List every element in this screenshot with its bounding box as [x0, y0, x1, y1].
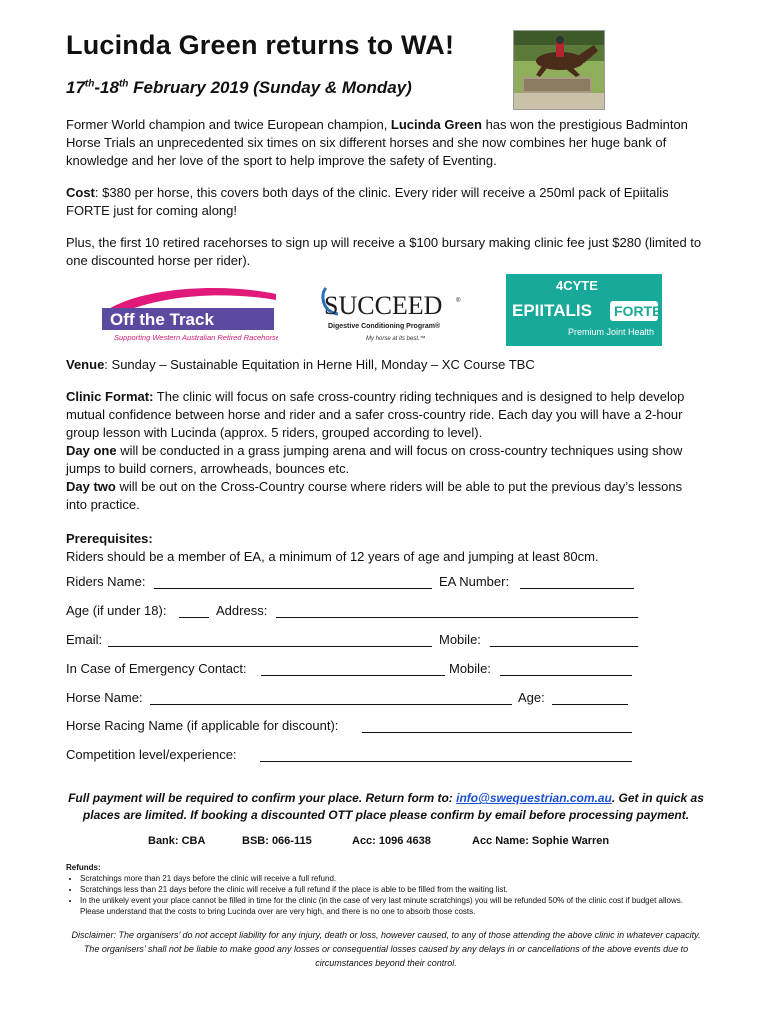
prerequisites-paragraph	[66, 530, 706, 566]
horse-name-label: Horse Name:	[66, 690, 143, 705]
event-dates	[66, 78, 412, 98]
horse-jumping-photo	[513, 30, 605, 110]
venue-label: Venue	[66, 357, 105, 372]
venue-text: : Sunday – Sustainable Equitation in Herne Hill, Monday – XC Course TBC	[104, 357, 535, 372]
email-field[interactable]	[108, 632, 432, 647]
racing-name-label: Horse Racing Name (if applicable for discount):	[66, 718, 339, 733]
form-row-email	[66, 632, 706, 652]
racing-name-field[interactable]	[362, 718, 632, 733]
mobile-field[interactable]	[490, 632, 638, 647]
refund-item: • In the unlikely event your place cannot be filled in time for the clinic (in the case of very last minute scratchings) you will be refunded 50% of the clinic cost if budget allows. Please understand that the costs to bring Lucinda over are very high, and there is no one to absorb those costs.	[80, 895, 706, 917]
cost-text: : $380 per horse, this covers both days of the clinic. Every rider will receive a 250ml pack of Epiitalis FORTE just for coming along!	[66, 185, 669, 218]
date-start: 17	[66, 78, 85, 97]
succeed-reg: ®	[456, 298, 461, 304]
riders-name-label: Riders Name:	[66, 574, 146, 589]
payment-text: Full payment will be required to confirm your place. Return form to:	[68, 791, 457, 805]
emergency-contact-field[interactable]	[261, 661, 445, 676]
succeed-logo	[318, 280, 468, 346]
day-two-text: will be out on the Cross-Country course where riders will be able to put the previous day’s lessons into practice.	[66, 479, 683, 512]
prereq-label: Prerequisites:	[66, 531, 153, 546]
bank-account-number: Acc: 1096 4638	[352, 835, 431, 847]
cost-paragraph	[66, 184, 706, 220]
prereq-text: Riders should be a member of EA, a minimum of 12 years of age and jumping at least 80cm.	[66, 549, 599, 564]
refunds-label: Refunds:	[66, 863, 101, 872]
cyte-tag: Premium Joint Health	[568, 327, 655, 337]
bursary-paragraph: Plus, the first 10 retired racehorses to sign up will receive a $100 bursary making clinic fee just $280 (limited to one discounted horse per rider).	[66, 235, 702, 268]
horse-age-label: Age:	[518, 690, 545, 705]
intro-text: Former World champion and twice European champion,	[66, 117, 391, 132]
form-row-age	[66, 603, 706, 623]
date-suffix: th	[84, 78, 95, 90]
clinic-format-paragraph	[66, 388, 706, 514]
mobile-label: Mobile:	[439, 632, 481, 647]
ott-tag: Supporting Western Australian Retired Racehorses	[114, 333, 278, 342]
form-row-competition	[66, 747, 706, 767]
refunds-section	[66, 862, 706, 917]
address-label: Address:	[216, 603, 268, 618]
form-row-emergency	[66, 661, 706, 681]
bank-name: Bank: CBA	[148, 835, 206, 847]
off-the-track-logo	[98, 286, 278, 342]
date-rest: February 2019 (Sunday & Monday)	[128, 78, 412, 97]
day-one-text: will be conducted in a grass jumping arena and will focus on cross-country techniques using show jumps to build corners, arrowheads, bounces etc.	[66, 443, 683, 476]
age-label: Age (if under 18):	[66, 603, 167, 618]
horse-age-field[interactable]	[552, 690, 628, 705]
form-row-rider	[66, 574, 706, 594]
bank-bsb: BSB: 066-115	[242, 835, 312, 847]
bank-account-name: Acc Name: Sophie Warren	[472, 835, 610, 847]
date-end: -18	[94, 78, 119, 97]
day-two-label: Day two	[66, 479, 116, 494]
epiitalis-forte-logo	[506, 274, 662, 346]
disclaimer: Disclaimer: The organisers’ do not accept liability for any injury, death or loss, however caused, to any of those attending the above clinic in whatever capacity. The organisers’ shall not be liable to make good any losses or consequential losses caused by any delays in or cancellations of the above events due to circumstances beyond their control.	[71, 930, 701, 968]
payment-text: . Get in quick as places are limited. If booking a discounted OTT place please confirm by email before processing payment.	[82, 791, 704, 822]
refund-item: • Scratchings less than 21 days before the clinic will receive a full refund if the place is able to be filled from the waiting list.	[80, 884, 706, 895]
ott-title: Off the Track	[110, 310, 214, 329]
day-one-label: Day one	[66, 443, 117, 458]
emergency-mobile-field[interactable]	[500, 661, 632, 676]
email-label: Email:	[66, 632, 103, 647]
payment-notice	[66, 790, 706, 824]
intro-paragraph	[66, 116, 706, 170]
format-text: The clinic will focus on safe cross-country riding techniques and is designed to help develop mutual confidence between horse and rider and a safer cross-country ride. Each day you will have a 2-hour group lesson with Lucinda (approx. 5 riders, grouped according to level).	[66, 389, 685, 440]
ea-number-field[interactable]	[520, 574, 634, 589]
form-row-horse	[66, 690, 706, 710]
form-row-racing-name	[66, 718, 706, 738]
format-label: Clinic Format:	[66, 389, 154, 404]
emergency-mobile-label: Mobile:	[449, 661, 491, 676]
address-field[interactable]	[276, 603, 638, 618]
cyte-brand: EPIITALIS	[512, 301, 592, 320]
date-suffix: th	[118, 78, 129, 90]
horse-name-field[interactable]	[150, 690, 512, 705]
sponsor-logos	[66, 280, 706, 350]
venue-paragraph	[66, 356, 706, 374]
riders-name-field[interactable]	[154, 574, 432, 589]
cost-label: Cost	[66, 185, 95, 200]
emergency-contact-label: In Case of Emergency Contact:	[66, 661, 247, 676]
cyte-forte: FORTE	[614, 303, 662, 319]
succeed-tag: My horse at its best.™	[366, 336, 426, 342]
competition-field[interactable]	[260, 747, 632, 762]
ea-number-label: EA Number:	[439, 574, 510, 589]
refund-item: • Scratchings more than 21 days before the clinic will receive a full refund.	[80, 873, 706, 884]
succeed-sub: Digestive Conditioning Program®	[328, 323, 441, 330]
age-field[interactable]	[179, 603, 209, 618]
competition-label: Competition level/experience:	[66, 747, 237, 762]
rider-name: Lucinda Green	[390, 117, 482, 132]
email-link[interactable]: info@swequestrian.com.au	[456, 791, 612, 805]
page-title: Lucinda Green returns to WA!	[66, 30, 455, 60]
succeed-brand: SUCCEED	[324, 291, 443, 320]
intro-text: has won the prestigious Badminton Horse Trials an unprecedented six times on six different horses and she now combines her huge bank of knowledge and her love of the sport to help improve the safety of Eventing.	[66, 117, 688, 168]
cyte-top: 4CYTE	[556, 278, 598, 293]
